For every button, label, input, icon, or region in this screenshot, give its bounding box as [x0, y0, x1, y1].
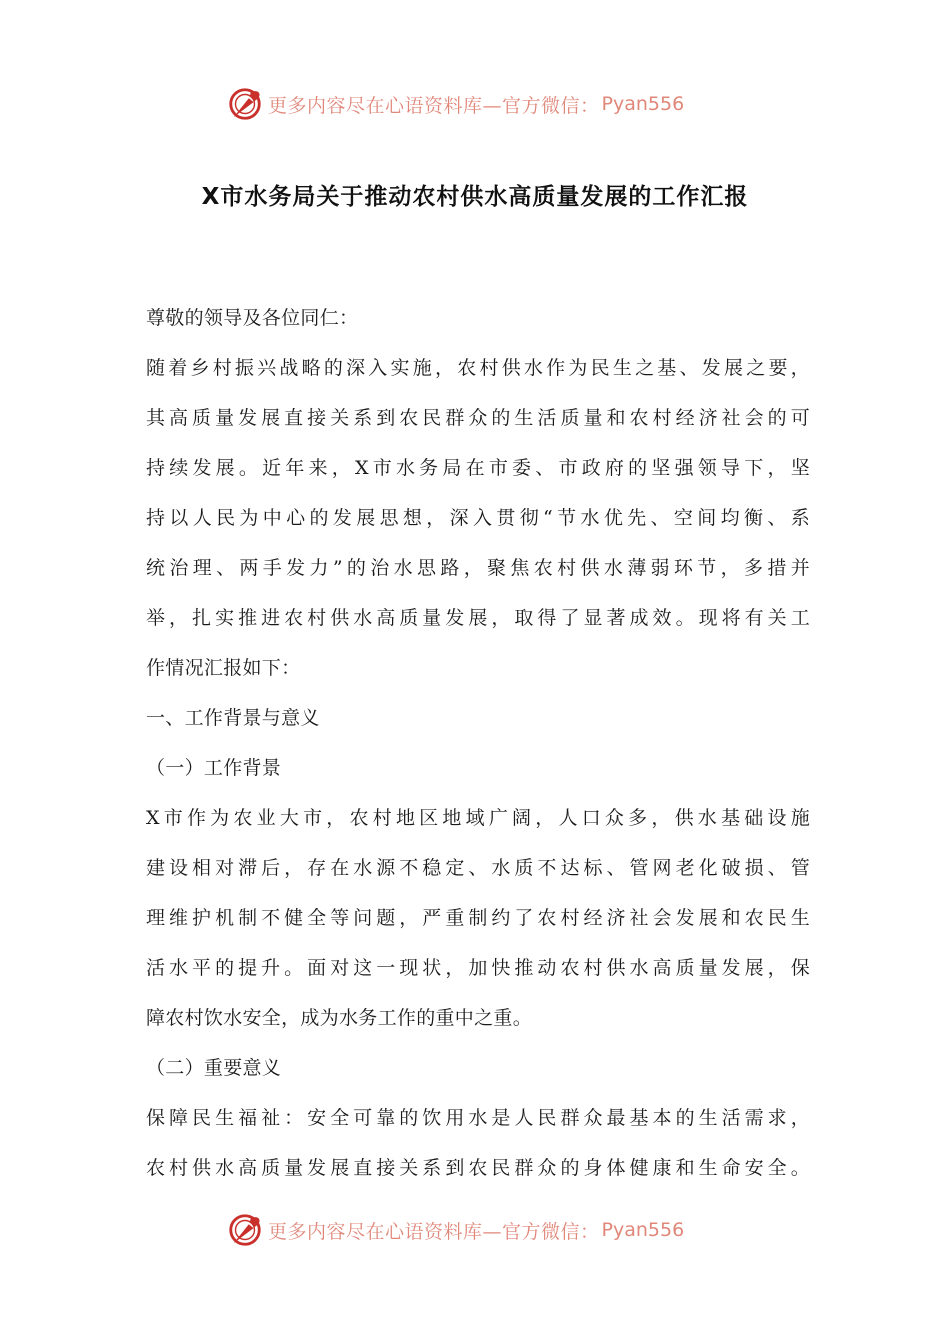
body-line: 持以人民为中心的发展思想，深入贯彻“节水优先、空间均衡、系 [146, 507, 810, 529]
body-line: 统治理、两手发力”的治水思路，聚焦农村供水薄弱环节，多措并 [146, 557, 810, 579]
body-line: 作情况汇报如下： [146, 657, 301, 679]
body-line: 随着乡村振兴战略的深入实施，农村供水作为民生之基、发展之要， [146, 357, 810, 379]
wechat-id: Pyan556 [601, 1219, 685, 1241]
body-line: 活水平的提升。面对这一现状，加快推动农村供水高质量发展，保 [146, 957, 810, 979]
pen-logo-icon [226, 85, 264, 123]
footer-watermark-banner [226, 1210, 684, 1250]
body-line: 建设相对滞后，存在水源不稳定、水质不达标、管网老化破损、管 [146, 857, 810, 879]
watermark-text: 更多内容尽在心语资料库—官方微信： [268, 1220, 600, 1243]
document-body [146, 298, 810, 1198]
subsection-heading: （二）重要意义 [146, 1057, 282, 1079]
body-line: X市作为农业大市，农村地区地域广阔，人口众多，供水基础设施 [146, 807, 810, 829]
wechat-id: Pyan556 [601, 93, 685, 115]
body-line: 保障民生福祉：安全可靠的饮用水是人民群众最基本的生活需求， [146, 1107, 810, 1129]
body-line: 理维护机制不健全等问题，严重制约了农村经济社会发展和农民生 [146, 907, 810, 929]
document-title: X市水务局关于推动农村供水高质量发展的工作汇报 [201, 184, 749, 210]
body-line: 障农村饮水安全，成为水务工作的重中之重。 [146, 1007, 533, 1029]
watermark-text: 更多内容尽在心语资料库—官方微信： [268, 94, 600, 117]
header-watermark-banner [226, 84, 684, 124]
body-line: 举，扎实推进农村供水高质量发展，取得了显著成效。现将有关工 [146, 607, 810, 629]
pen-logo-icon [226, 1211, 264, 1249]
body-line: 持续发展。近年来，X市水务局在市委、市政府的坚强领导下，坚 [146, 457, 810, 479]
section-heading: 一、工作背景与意义 [146, 707, 320, 729]
body-line: 农村供水高质量发展直接关系到农民群众的身体健康和生命安全。 [146, 1157, 810, 1179]
subsection-heading: （一）工作背景 [146, 757, 282, 779]
salutation-line: 尊敬的领导及各位同仁： [146, 307, 359, 329]
body-line: 其高质量发展直接关系到农民群众的生活质量和农村经济社会的可 [146, 407, 810, 429]
